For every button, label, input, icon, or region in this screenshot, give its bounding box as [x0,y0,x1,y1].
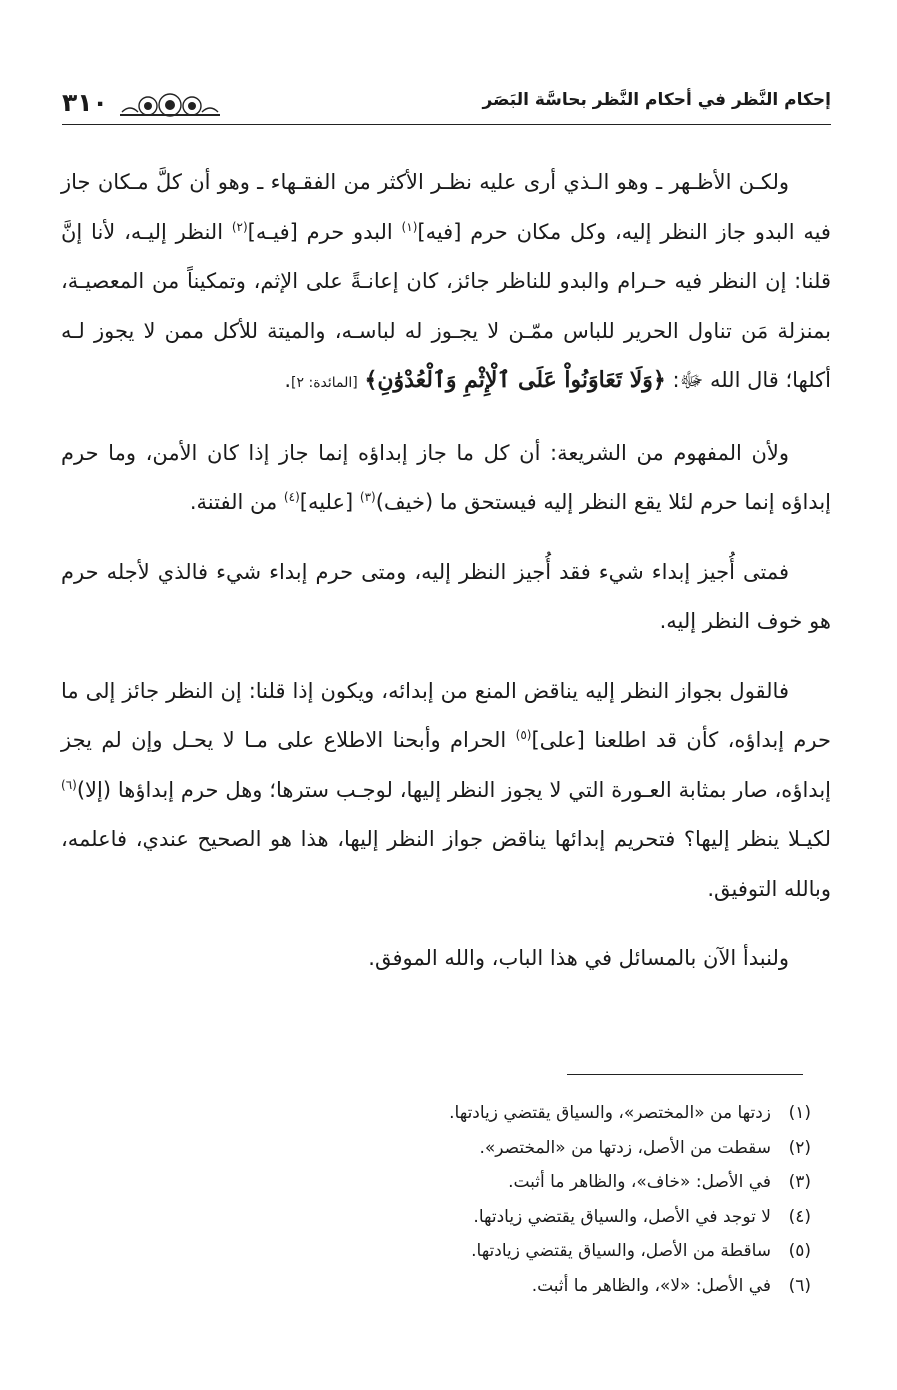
footnote-number: (٦) [788,1275,811,1296]
footnote-text: ساقطة من الأصل، والسياق يقتضي زيادتها. [471,1241,771,1261]
footnote-ref-6[interactable]: (٦) [61,777,77,792]
footnote-text: في الأصل: «خاف»، والظاهر ما أثبت. [508,1172,771,1192]
footnote-item [91,1096,811,1131]
paragraph-5: ولنبدأ الآن بالمسائل في هذا الباب، والله الموفق. [368,946,789,970]
footnote-number: (١) [788,1103,811,1123]
ornament-icon [120,90,220,120]
footnote-item [91,1165,811,1200]
footnote-ref-1[interactable]: (١) [401,219,418,234]
page-number: ٣١٠ [62,88,108,117]
text-run: البدو حرم [فيـه] [247,219,402,244]
main-text [61,158,831,1004]
text-run: الحرام وأبحنا الاطلاع على مـا لا يحـل وإن لم يجز إبداؤه، صار بمثابة العـورة التي لا يجوز النظر إليها، لوجـب سترها؛ وهل حرم إبداؤها (إلا) [61,728,831,802]
footnote-number: (٤) [788,1206,811,1227]
footnote-item [91,1200,811,1235]
footnote-ref-5[interactable]: (٥) [515,728,532,742]
text-run: النظر إليـه، لأنا إنَّ قلنا: إن النظر فيه حـرام والبدو للناظر جائز، كان إعانـةً على الإثم، وتمكيناً من المعصيـة، بمنزلة مَن تناول الحرير للباس ممّـن لا يجـوز له لباسـه، والميتة للأكل ممن لا يجوز لـه أكلها؛ قال الله ﷻ: [61,219,831,392]
running-title: إحكام النَّظر في أحكام النَّظر بحاسَّة البَصَر [482,90,831,110]
footnote-divider [567,1074,803,1075]
footnote-number: (٢) [788,1137,811,1158]
footnote-text: زدتها من «المختصر»، والسياق يقتضي زيادتها. [449,1103,771,1123]
footnote-number: (٥) [788,1241,811,1261]
footnote-ref-4[interactable]: (٤) [283,490,300,504]
paragraph-3: فمتى أُجيز إبداء شيء فقد أُجيز النظر إليه، ومتى حرم إبداء شيء فالذي لأجله حرم هو خوف النظر إليه. [61,559,831,633]
quran-verse: ﴿وَلَا تَعَاوَنُواْ عَلَى ٱلْإِثْمِ وَٱلْعُدْوَٰنِ﴾ [364,367,666,393]
footnote-text: سقطت من الأصل، زدتها من «المختصر». [479,1137,771,1158]
footnote-number: (٣) [788,1172,811,1192]
text-run: ولكـن الأظـهر ـ وهو الـذي أرى عليه نظـر الأكثر من الفقـهاء ـ وهو أن كلَّ مـكان جاز فيه البدو جاز النظر إليه، وكل مكان حرم [فيه] [61,170,831,244]
text-run: من الفتنة. [189,490,284,514]
footnote-item [91,1269,811,1304]
text-run: . [284,368,292,392]
footnote-item [91,1131,811,1166]
text-run: لكيـلا ينظر إليها؟ فتحريم إبدائها يناقض جواز النظر إليها، هذا هو الصحيح عندي، فاعلمه، وبالله التوفيق. [61,827,831,901]
footnote-text: في الأصل: «لا»، والظاهر ما أثبت. [531,1275,771,1296]
paragraph-4 [61,667,831,915]
verse-reference: [المائدة: ٢] [291,375,358,391]
text-run: [عليه] [299,490,360,514]
footnote-item [91,1234,811,1269]
running-head [62,88,831,125]
text-run: ولأن المفهوم من الشريعة: أن كل ما جاز إبداؤه إنما جاز إذا كان الأمن، وما حرم إبداؤه إنما حرم لئلا يقع النظر إليه فيستحق ما (خيف) [61,440,831,514]
footnote-text: لا توجد في الأصل، والسياق يقتضي زيادتها. [473,1206,771,1227]
text-run: فالقول بجواز النظر إليه يناقض المنع من إبدائه، ويكون إذا قلنا: إن النظر جائز إلى ما حرم إبداؤه، كأن قد اطلعنا [على] [61,678,831,752]
footnote-ref-2[interactable]: (٢) [231,219,248,234]
paragraph-2 [61,429,831,528]
footnote-ref-3[interactable]: (٣) [359,490,376,504]
footnotes-list [91,1096,811,1303]
paragraph-1 [61,158,831,409]
